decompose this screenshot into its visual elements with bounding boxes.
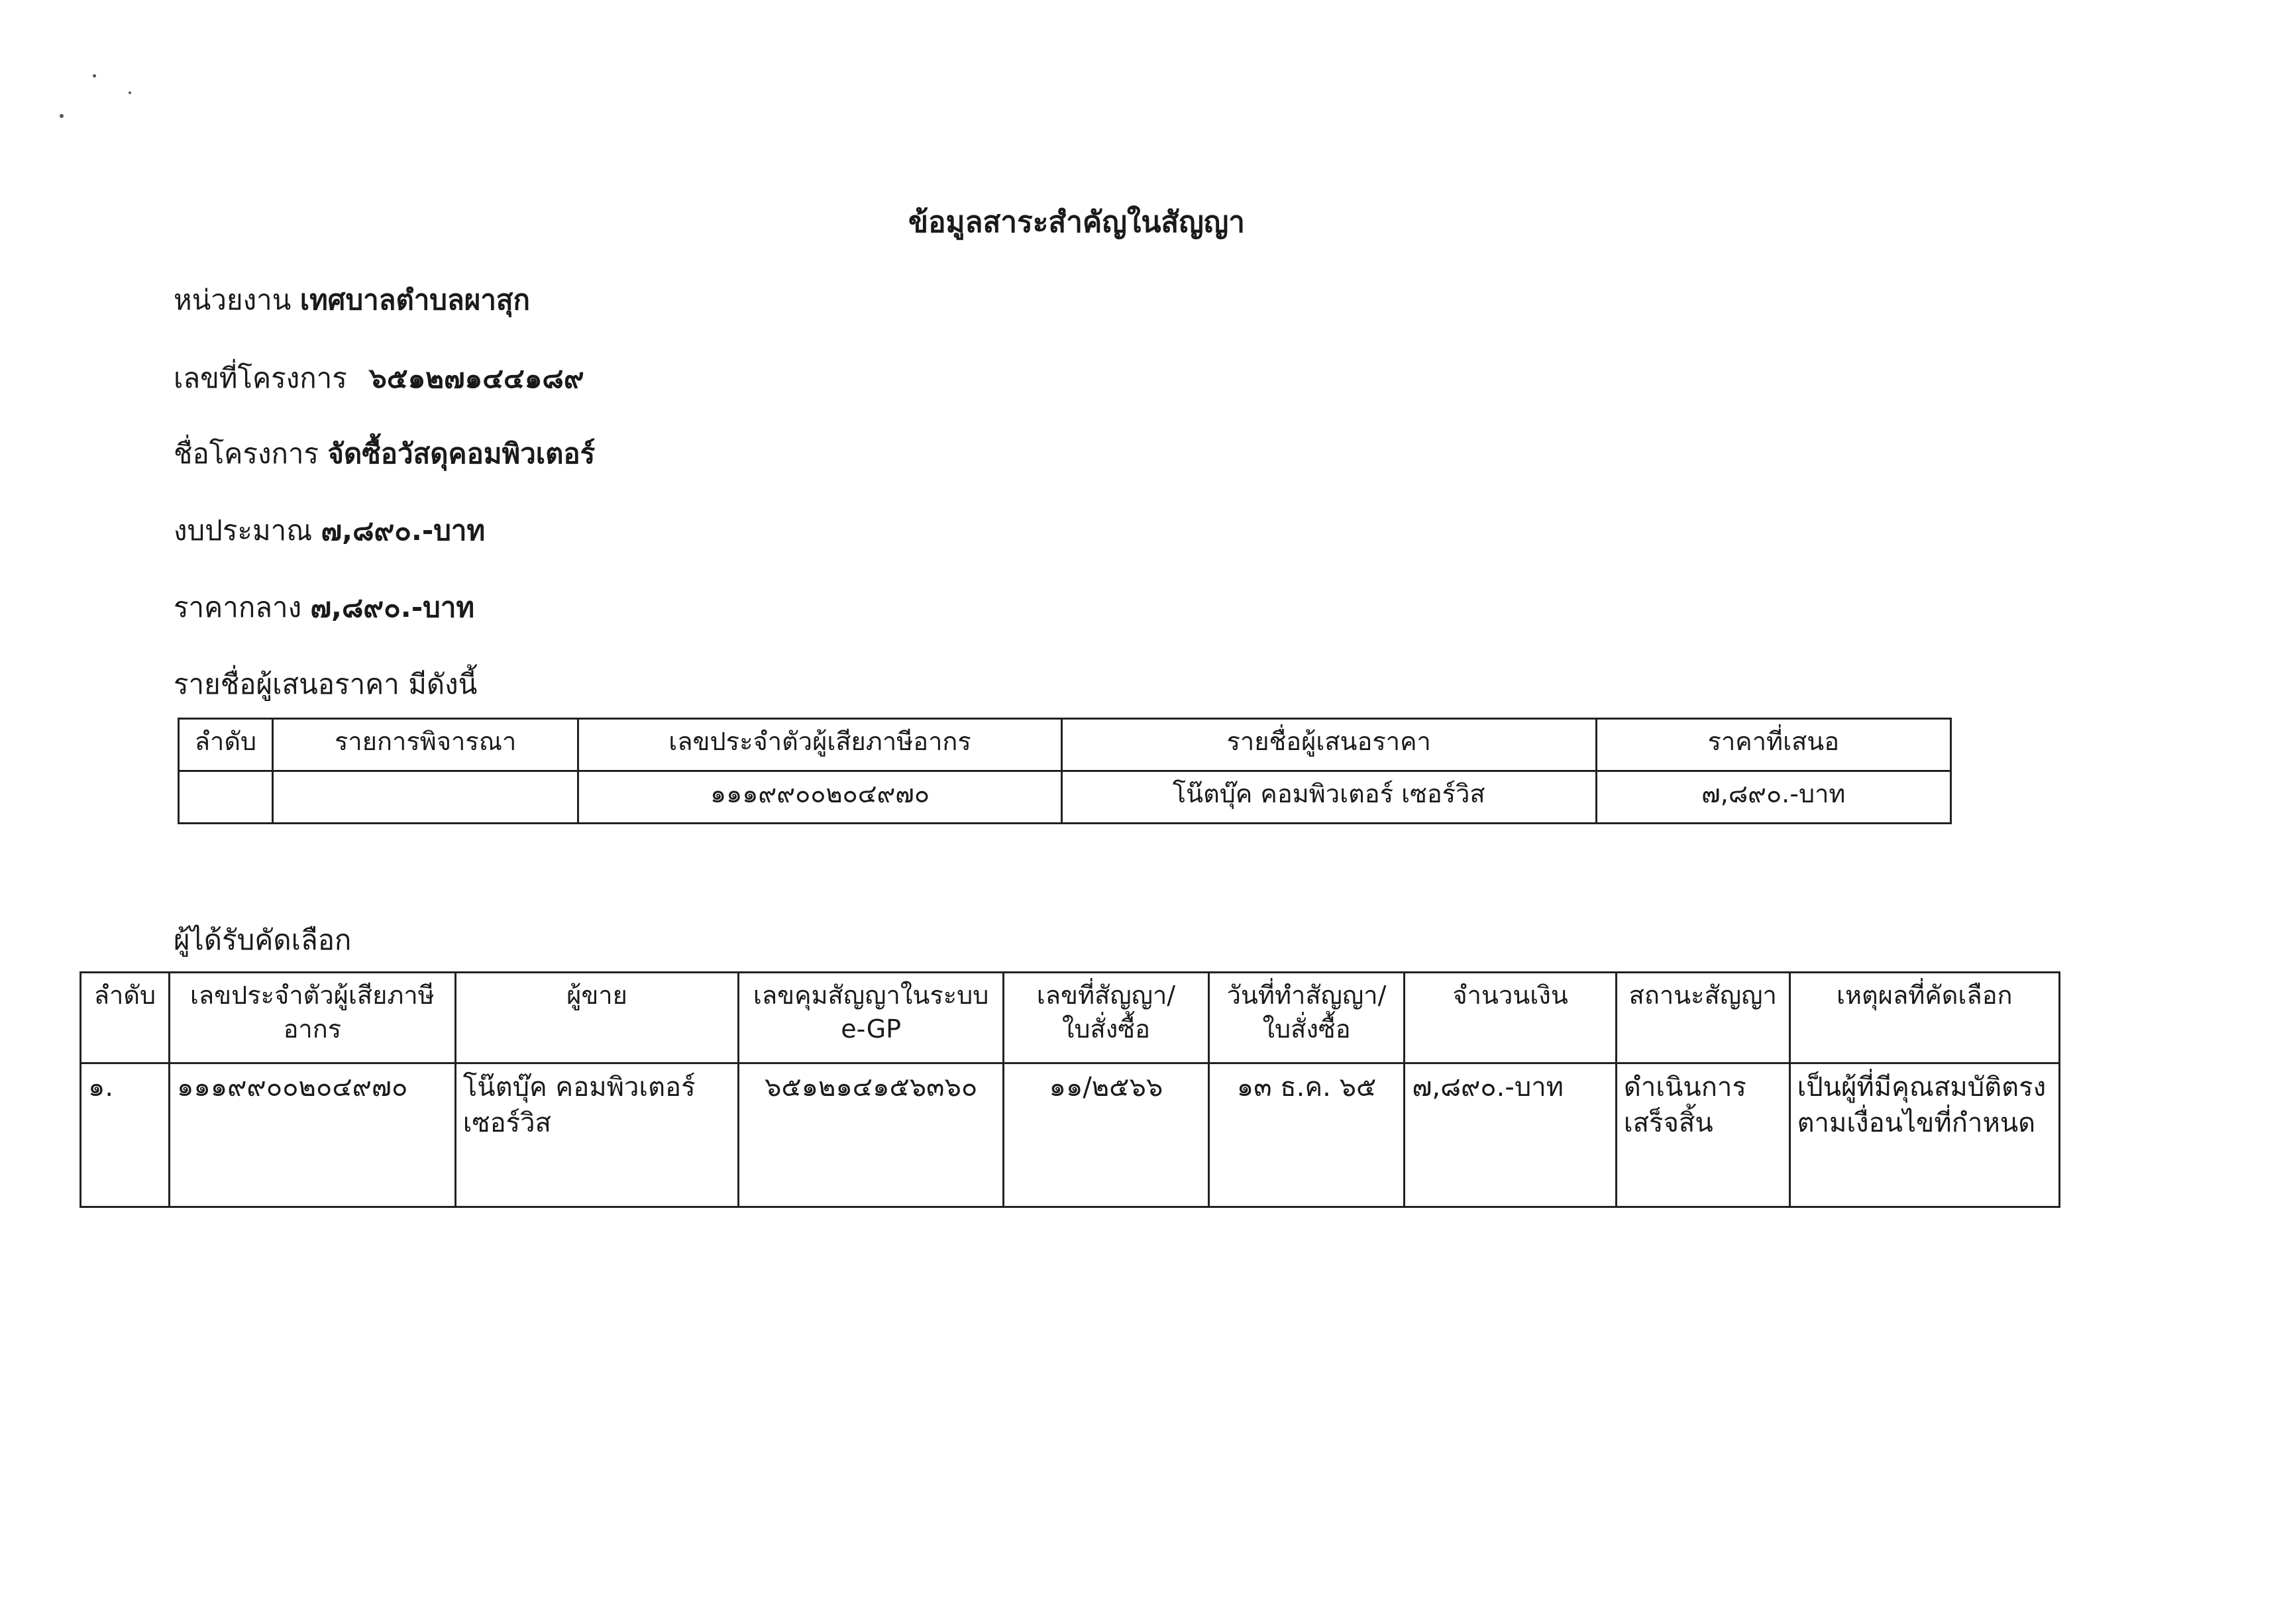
column-header: เลขที่สัญญา/ใบสั่งซื้อ [1004,973,1209,1063]
column-header: ลำดับ [81,973,170,1063]
scan-speck [93,74,96,78]
table-cell: ๑. [81,1063,170,1207]
table-cell: ๗,๘๙๐.-บาท [1596,771,1950,824]
column-header: วันที่ทำสัญญา/ใบสั่งซื้อ [1208,973,1405,1063]
table-cell: ๑๓ ธ.ค. ๖๕ [1208,1063,1405,1207]
project-name-value: จัดซื้อวัสดุคอมพิวเตอร์ [327,437,596,470]
budget-label: งบประมาณ [174,514,313,547]
column-header: รายการพิจารณา [272,719,578,771]
column-header: จำนวนเงิน [1405,973,1617,1063]
column-header: เหตุผลที่คัดเลือก [1789,973,2059,1063]
budget-line [174,509,485,553]
table-row [81,1063,2060,1207]
median-price-label: ราคากลาง [174,591,302,623]
column-header: เลขประจำตัวผู้เสียภาษีอากร [578,719,1061,771]
scan-speck [129,91,131,94]
table-cell: ๑๑/๒๕๖๖ [1004,1063,1209,1207]
column-header: เลขประจำตัวผู้เสียภาษีอากร [169,973,455,1063]
column-header: ผู้ขาย [455,973,738,1063]
project-name-line [174,432,595,476]
agency-line [174,278,530,322]
page-title: ข้อมูลสาระสำคัญในสัญญา [908,205,1245,239]
column-header: รายชื่อผู้เสนอราคา [1061,719,1596,771]
bidders-heading: รายชื่อผู้เสนอราคา มีดังนี้ [174,668,478,700]
project-no-label: เลขที่โครงการ [174,362,347,394]
column-header: เลขคุมสัญญาในระบบ e-GP [739,973,1004,1063]
agency-label: หน่วยงาน [174,284,292,316]
column-header: ลำดับ [179,719,273,771]
column-header: ราคาที่เสนอ [1596,719,1950,771]
table-cell: ๑๑๑๙๙๐๐๒๐๔๙๗๐ [169,1063,455,1207]
table-cell: ๑๑๑๙๙๐๐๒๐๔๙๗๐ [578,771,1061,824]
winner-heading: ผู้ได้รับคัดเลือก [174,924,352,956]
table-cell: โน๊ตบุ๊ค คอมพิวเตอร์ เซอร์วิส [455,1063,738,1207]
column-header: สถานะสัญญา [1616,973,1789,1063]
winner-table [80,971,2060,1208]
budget-value: ๗,๘๙๐.-บาท [321,514,486,547]
median-price-line [174,586,474,629]
table-cell [272,771,578,824]
scan-speck [60,114,64,118]
table-cell [179,771,273,824]
table-row [179,771,1951,824]
table-header-row [179,719,1951,771]
project-name-label: ชื่อโครงการ [174,437,319,470]
agency-value: เทศบาลตำบลผาสุก [299,284,530,316]
bidders-table [178,718,1952,824]
median-price-value: ๗,๘๙๐.-บาท [310,591,475,623]
table-cell: ดำเนินการเสร็จสิ้น [1616,1063,1789,1207]
project-no-line [174,356,584,400]
table-cell: ๗,๘๙๐.-บาท [1405,1063,1617,1207]
project-no-value: ๖๕๑๒๗๑๔๔๑๘๙ [369,362,584,394]
table-cell: ๖๕๑๒๑๔๑๕๖๓๖๐ [739,1063,1004,1207]
table-cell: เป็นผู้ที่มีคุณสมบัติตรงตามเงื่อนไขที่กำหนด [1789,1063,2059,1207]
table-header-row [81,973,2060,1063]
table-cell: โน๊ตบุ๊ค คอมพิวเตอร์ เซอร์วิส [1061,771,1596,824]
